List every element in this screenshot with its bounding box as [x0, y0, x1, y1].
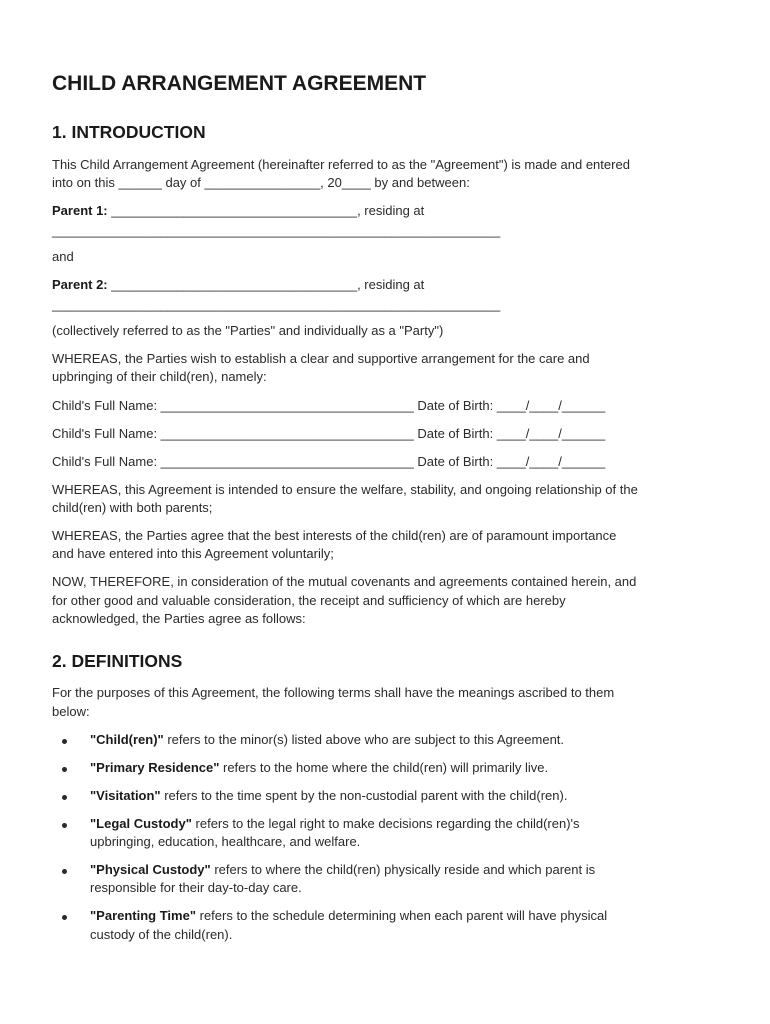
parent-1-address-line: ______________________________________________________________ [52, 223, 501, 238]
parent-1-label: Parent 1: [52, 203, 108, 218]
whereas-1-line: upbringing of their child(ren), namely: [52, 369, 267, 384]
now-therefore-line: NOW, THEREFORE, in consideration of the mutual covenants and agreements contained herein, and [52, 574, 637, 589]
parent-1-blank: __________________________________, residing at [107, 203, 425, 218]
whereas-3-line: WHEREAS, the Parties agree that the best interests of the child(ren) are of paramount importance [52, 528, 617, 543]
section-heading-introduction: 1. INTRODUCTION [52, 122, 206, 142]
now-therefore-line: for other good and valuable consideration, the receipt and sufficiency of which are hereby [52, 593, 566, 608]
child-3-line: Child's Full Name: ___________________________________ Date of Birth: ____/____/______ [52, 454, 606, 469]
parent-2-blank: __________________________________, residing at [107, 277, 425, 292]
definition-continuation: upbringing, education, healthcare, and welfare. [90, 834, 361, 849]
definition-term: "Parenting Time" [90, 908, 196, 923]
definition-continuation: custody of the child(ren). [90, 927, 233, 942]
whereas-3-line: and have entered into this Agreement voluntarily; [52, 546, 334, 561]
intro-paragraph-line: into on this ______ day of ________________, 20____ by and between: [52, 175, 470, 190]
definitions-intro-line: For the purposes of this Agreement, the following terms shall have the meanings ascribed to them [52, 685, 615, 700]
whereas-2-line: WHEREAS, this Agreement is intended to ensure the welfare, stability, and ongoing relationship of the [52, 482, 638, 497]
section-heading-definitions: 2. DEFINITIONS [52, 651, 183, 671]
definition-term: "Physical Custody" [90, 862, 211, 877]
definition-item [90, 815, 580, 834]
definition-text: refers to where the child(ren) physically reside and which parent is [210, 862, 596, 877]
parent-1-line [52, 202, 424, 221]
definition-term: "Primary Residence" [90, 760, 220, 775]
definitions-intro-line: below: [52, 704, 90, 719]
definition-item [90, 731, 564, 750]
definition-term: "Child(ren)" [90, 732, 164, 747]
parent-2-address-line: ______________________________________________________________ [52, 297, 501, 312]
bullet-icon [62, 767, 67, 772]
intro-paragraph-line: This Child Arrangement Agreement (hereinafter referred to as the "Agreement") is made and entered [52, 157, 630, 172]
definition-term: "Visitation" [90, 788, 161, 803]
and-text: and [52, 249, 74, 264]
whereas-1-line: WHEREAS, the Parties wish to establish a clear and supportive arrangement for the care and [52, 351, 590, 366]
bullet-icon [62, 739, 67, 744]
definition-item [90, 861, 595, 880]
document-title: CHILD ARRANGEMENT AGREEMENT [52, 72, 427, 95]
definition-item [90, 759, 548, 778]
definition-text: refers to the legal right to make decisions regarding the child(ren)'s [191, 816, 580, 831]
parent-2-label: Parent 2: [52, 277, 108, 292]
whereas-2-line: child(ren) with both parents; [52, 500, 213, 515]
definition-continuation: responsible for their day-to-day care. [90, 880, 302, 895]
child-1-line: Child's Full Name: ___________________________________ Date of Birth: ____/____/______ [52, 398, 606, 413]
definition-text: refers to the minor(s) listed above who are subject to this Agreement. [163, 732, 565, 747]
definition-text: refers to the time spent by the non-custodial parent with the child(ren). [160, 788, 568, 803]
definition-item [90, 787, 567, 806]
parent-2-line [52, 276, 424, 295]
definition-text: refers to the schedule determining when each parent will have physical [196, 908, 608, 923]
bullet-icon [62, 869, 67, 874]
definition-text: refers to the home where the child(ren) will primarily live. [219, 760, 549, 775]
bullet-icon [62, 795, 67, 800]
now-therefore-line: acknowledged, the Parties agree as follows: [52, 611, 306, 626]
bullet-icon [62, 915, 67, 920]
definition-term: "Legal Custody" [90, 816, 192, 831]
collectively-text: (collectively referred to as the "Parties" and individually as a "Party") [52, 323, 444, 338]
definition-item [90, 907, 607, 926]
bullet-icon [62, 823, 67, 828]
child-2-line: Child's Full Name: ___________________________________ Date of Birth: ____/____/______ [52, 426, 606, 441]
